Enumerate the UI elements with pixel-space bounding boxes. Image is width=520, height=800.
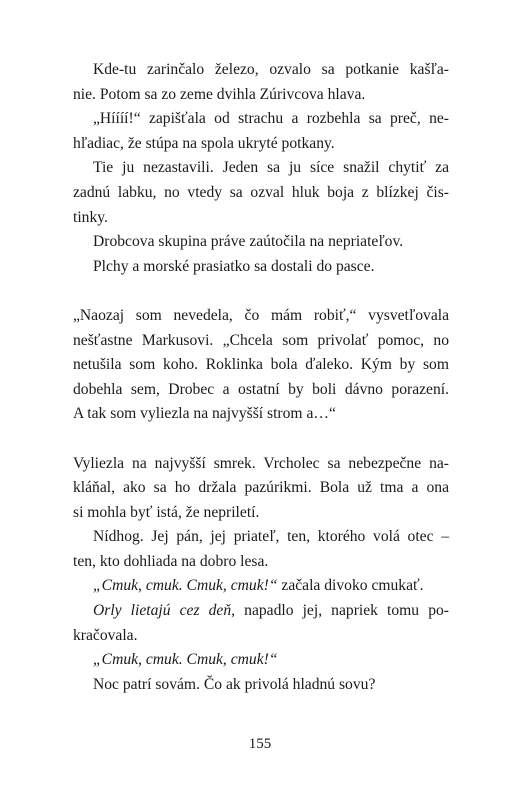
text-line: dobehla sem, Drobec a ostatní by boli dávno porazení. xyxy=(73,380,449,398)
text-line: ten, kto dohliada na dobro lesa. xyxy=(73,552,269,570)
italic-span: „Cmuk, cmuk. Cmuk, cmuk!“ xyxy=(93,577,278,595)
text-line: kláňal, ako sa ho držala pazúrikmi. Bola už tma a ona xyxy=(73,479,449,497)
text-line: „Híííí!“ zapišťala od strachu a rozbehla sa preč, ne- xyxy=(93,110,449,128)
text-span: napadlo jej, napriek tomu po- xyxy=(235,602,449,620)
body-text xyxy=(73,58,449,697)
text-line: Kde-tu zarinčalo železo, ozvalo sa potkanie kašľa- xyxy=(93,61,449,78)
text-line xyxy=(73,599,449,624)
text-line: Vyliezla na najvyšší smrek. Vrcholec sa nebezpečne na- xyxy=(73,454,449,472)
paragraph-gap xyxy=(73,279,449,304)
text-line: nešťastne Markusovi. „Chcela som privolať pomoc, no xyxy=(73,331,449,349)
text-line: zadnú labku, no vtedy sa ozval hluk boja z blízkej čis- xyxy=(73,183,449,201)
text-line: Drobcova skupina práve zaútočila na nepriateľov. xyxy=(93,233,404,251)
text-line: Plchy a morské prasiatko sa dostali do pasce. xyxy=(93,257,375,275)
text-span: začala divoko cmukať. xyxy=(277,577,424,595)
text-line: tinky. xyxy=(73,208,108,226)
text-line: Nídhog. Jej pán, jej priateľ, ten, ktorého volá otec – xyxy=(93,528,449,546)
text-line: „Cmuk, cmuk. Cmuk, cmuk!“ xyxy=(93,651,278,669)
text-line xyxy=(73,574,449,599)
text-line: si mohla byť istá, že nepriletí. xyxy=(73,503,260,521)
text-line: Tie ju nezastavili. Jeden sa ju síce snažil chytiť za xyxy=(93,159,449,177)
text-line: kračovala. xyxy=(73,626,138,644)
page-number: 155 xyxy=(248,736,272,752)
italic-span: Orly lietajú cez deň, xyxy=(93,602,236,620)
text-line: netušila som koho. Roklinka bola ďaleko. Kým by som xyxy=(73,356,449,374)
text-line: Noc patrí sovám. Čo ak privolá hladnú sovu? xyxy=(93,675,376,693)
text-line: „Naozaj som nevedela, čo mám robiť,“ vysvetľovala xyxy=(73,306,449,324)
paragraph-gap xyxy=(73,427,449,452)
text-line: hľadiac, že stúpa na spola ukryté potkany. xyxy=(73,134,335,152)
text-line: nie. Potom sa zo zeme dvihla Zúrivcova hlava. xyxy=(73,85,366,103)
text-line: A tak som vyliezla na najvyšší strom a…“ xyxy=(73,405,336,423)
